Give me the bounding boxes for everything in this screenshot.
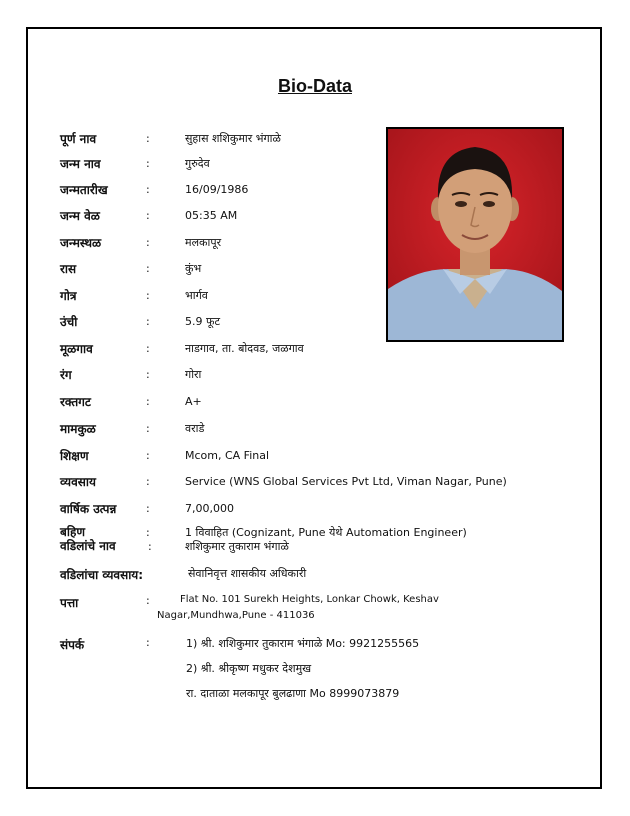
- field-label: मूळगाव: [60, 342, 93, 356]
- address-line-1: Flat No. 101 Surekh Heights, Lonkar Chowk, Keshav: [180, 594, 439, 605]
- field-colon: :: [146, 315, 150, 328]
- field-value: Mcom, CA Final: [185, 449, 270, 462]
- field-value: A+: [185, 395, 202, 408]
- father-occupation-value: सेवानिवृत्त शासकीय अधिकारी: [188, 567, 307, 580]
- field-value: भार्गव: [185, 289, 208, 302]
- address-label: पत्ता: [60, 596, 79, 610]
- field-colon: :: [146, 209, 150, 222]
- field-colon: :: [146, 183, 150, 196]
- field-value: 7,00,000: [185, 502, 234, 515]
- field-value: गोरा: [185, 368, 202, 381]
- field-value: 16/09/1986: [185, 183, 249, 196]
- field-label: रास: [60, 262, 77, 276]
- field-value: गुरुदेव: [185, 157, 210, 170]
- field-label: जन्म नाव: [60, 157, 101, 171]
- father-occupation-label: वडिलांचा व्यवसाय:: [60, 568, 144, 582]
- field-value: Service (WNS Global Services Pvt Ltd, Viman Nagar, Pune): [185, 475, 507, 488]
- field-value: वराडे: [185, 422, 205, 435]
- contact-line-3: रा. दाताळा मलकापूर बुलढाणा Mo 8999073879: [186, 687, 400, 700]
- field-value: कुंभ: [185, 262, 202, 275]
- contact-line-1: 1) श्री. शशिकुमार तुकाराम भंगाळे Mo: 9921255565: [186, 637, 420, 650]
- sibling-colon: :: [146, 526, 150, 539]
- field-label: उंची: [60, 315, 78, 329]
- portrait-image: [388, 129, 562, 340]
- father-name-value: शशिकुमार तुकाराम भंगाळे: [185, 540, 289, 553]
- contact-colon: :: [146, 636, 150, 649]
- field-colon: :: [146, 342, 150, 355]
- field-label: वार्षिक उत्पन्न: [60, 502, 117, 516]
- field-colon: :: [146, 289, 150, 302]
- address-line-2: Nagar,Mundhwa,Pune - 411036: [157, 610, 315, 621]
- field-value: 5.9 फूट: [185, 315, 221, 328]
- field-colon: :: [146, 395, 150, 408]
- field-colon: :: [146, 157, 150, 170]
- field-colon: :: [146, 422, 150, 435]
- field-label: जन्म वेळ: [60, 209, 100, 223]
- address-row: [60, 594, 439, 621]
- field-label: मामकुळ: [60, 422, 96, 436]
- field-label: शिक्षण: [60, 449, 89, 463]
- field-colon: :: [146, 475, 150, 488]
- address-colon: :: [146, 594, 150, 607]
- field-colon: :: [146, 262, 150, 275]
- contact-label: संपर्क: [60, 638, 85, 652]
- father-name-colon: :: [148, 540, 152, 553]
- field-colon: :: [146, 236, 150, 249]
- field-label: पूर्ण नाव: [60, 132, 97, 146]
- father-occupation-row: [60, 566, 307, 583]
- page-title: Bio-Data: [277, 76, 352, 96]
- field-value: नाडगाव, ता. बोदवड, जळगाव: [185, 342, 304, 355]
- field-colon: :: [146, 449, 150, 462]
- field-label: जन्मस्थळ: [60, 236, 102, 250]
- field-colon: :: [146, 502, 150, 515]
- contact-line-2: 2) श्री. श्रीकृष्ण मधुकर देशमुख: [186, 662, 312, 675]
- father-name-label: वडिलांचे नाव: [60, 539, 116, 553]
- field-label: व्यवसाय: [60, 475, 96, 489]
- field-colon: :: [146, 132, 150, 145]
- profile-photo: [386, 127, 564, 342]
- field-label: जन्मतारीख: [60, 183, 108, 197]
- sibling-value: 1 विवाहित (Cognizant, Pune येथे Automation Engineer): [185, 526, 467, 539]
- field-colon: :: [146, 368, 150, 381]
- field-label: रंग: [60, 368, 72, 382]
- contact-row: [60, 636, 420, 700]
- field-value: मलकापूर: [185, 236, 222, 249]
- field-value: सुहास शशिकुमार भंगाळे: [185, 132, 281, 145]
- field-label: रक्तगट: [60, 395, 91, 409]
- field-value: 05:35 AM: [185, 209, 238, 222]
- field-label: गोत्र: [60, 289, 77, 303]
- sibling-label: बहिण: [60, 525, 86, 539]
